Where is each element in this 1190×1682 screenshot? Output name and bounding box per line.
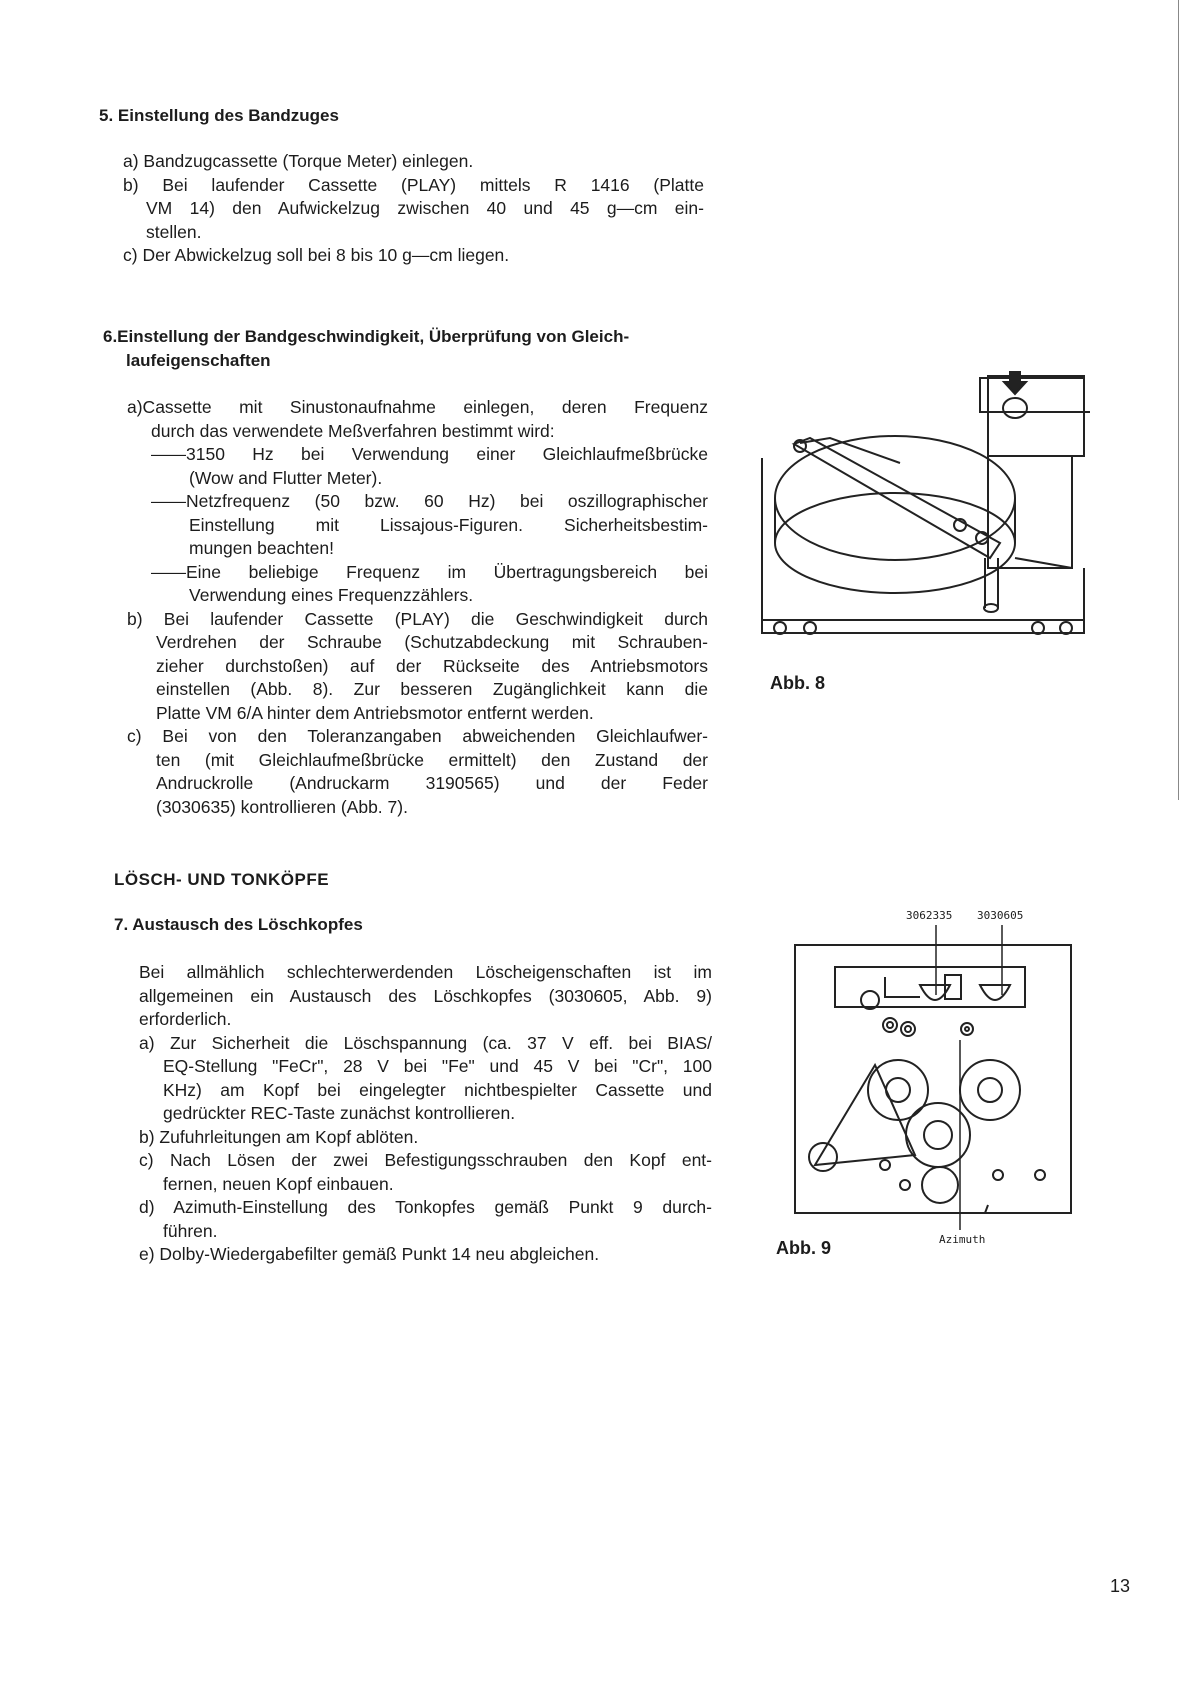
- text-line: KHz) am Kopf bei eingelegter nichtbespielter Cassette und: [163, 1079, 712, 1100]
- text-line: mungen beachten!: [189, 538, 334, 558]
- text-line: e) Dolby-Wiedergabefilter gemäß Punkt 14 neu abgleichen.: [139, 1244, 600, 1264]
- text-line: ten (mit Gleichlaufmeßbrücke ermittelt) den Zustand der: [156, 749, 708, 770]
- text-line: ——3150 Hz bei Verwendung einer Gleichlaufmeßbrücke: [151, 444, 708, 464]
- page-edge-line: [1178, 0, 1179, 800]
- text-line: durch das verwendete Meßverfahren bestimmt wird:: [151, 420, 555, 441]
- text-line: Bei allmählich schlechterwerdenden Löscheigenschaften ist im: [139, 962, 712, 982]
- text-line: a) Zur Sicherheit die Löschspannung (ca. 37 V eff. bei BIAS/: [139, 1032, 712, 1053]
- text-line: ——Netzfrequenz (50 bzw. 60 Hz) bei oszillographischer: [151, 491, 708, 511]
- text-line: c) Bei von den Toleranzangaben abweichenden Gleichlaufwer-: [127, 726, 708, 746]
- text-line: a) Bandzugcassette (Torque Meter) einlegen.: [123, 151, 474, 171]
- section-5-body: [123, 150, 704, 268]
- text-line: Verdrehen der Schraube (Schutzabdeckung mit Schrauben-: [156, 632, 708, 652]
- figure-9-label-right: 3030605: [977, 909, 1024, 922]
- text-line: b) Bei laufender Cassette (PLAY) mittels R 1416 (Platte: [123, 174, 704, 195]
- text-line: b) Bei laufender Cassette (PLAY) die Geschwindigkeit durch: [127, 608, 708, 629]
- section-6-heading: [103, 325, 629, 373]
- text-line: d) Azimuth-Einstellung des Tonkopfes gemäß Punkt 9 durch-: [139, 1197, 712, 1217]
- text-line: Einstellung mit Lissajous-Figuren. Sicherheitsbestim-: [189, 514, 708, 535]
- section-6-heading-line1: 6.Einstellung der Bandgeschwindigkeit, Überprüfung von Gleich-: [103, 327, 630, 346]
- text-line: a)Cassette mit Sinustonaufnahme einlegen, deren Frequenz: [127, 397, 708, 417]
- text-line: einstellen (Abb. 8). Zur besseren Zugänglichkeit kann die: [156, 679, 708, 699]
- figure-8-motor-drawing: [760, 368, 1090, 658]
- text-line: (Wow and Flutter Meter).: [189, 467, 383, 488]
- text-line: zieher durchstoßen) auf der Rückseite des Antriebsmotors: [156, 655, 708, 676]
- text-line: allgemeinen ein Austausch des Löschkopfes (3030605, Abb. 9): [139, 985, 712, 1006]
- text-line: EQ-Stellung "FeCr", 28 V bei "Fe" und 45 V bei "Cr", 100: [163, 1056, 712, 1076]
- text-line: Verwendung eines Frequenzzählers.: [189, 585, 474, 605]
- section-5-heading: 5. Einstellung des Bandzuges: [99, 106, 339, 125]
- page-number: 13: [1110, 1576, 1131, 1596]
- section-heading-loesch-tonkoepfe: LÖSCH- UND TONKÖPFE: [114, 870, 330, 889]
- figure-9-label-left: 3062335: [906, 909, 953, 922]
- text-line: stellen.: [146, 221, 202, 242]
- text-line: (3030635) kontrollieren (Abb. 7).: [156, 796, 408, 817]
- text-line: c) Nach Lösen der zwei Befestigungsschrauben den Kopf ent-: [139, 1150, 712, 1170]
- section-7-body: [139, 961, 712, 1267]
- figure-9-caption: Abb. 9: [776, 1238, 832, 1258]
- text-line: gedrückter REC-Taste zunächst kontrollieren.: [163, 1103, 516, 1123]
- text-line: VM 14) den Aufwickelzug zwischen 40 und 45 g—cm ein-: [146, 198, 704, 218]
- text-line: führen.: [163, 1220, 218, 1241]
- figure-9-head-assembly-drawing: [790, 925, 1080, 1245]
- text-line: fernen, neuen Kopf einbauen.: [163, 1173, 394, 1194]
- section-7-heading: 7. Austausch des Löschkopfes: [114, 915, 363, 934]
- figure-9-label-bottom: Azimuth: [939, 1233, 986, 1246]
- text-line: b) Zufuhrleitungen am Kopf ablöten.: [139, 1126, 419, 1147]
- text-line: ——Eine beliebige Frequenz im Übertragungsbereich bei: [151, 561, 708, 582]
- text-line: c) Der Abwickelzug soll bei 8 bis 10 g—cm liegen.: [123, 245, 510, 265]
- figure-8-caption: Abb. 8: [770, 673, 826, 693]
- section-6-body: [127, 396, 708, 819]
- text-line: Platte VM 6/A hinter dem Antriebsmotor entfernt werden.: [156, 702, 594, 723]
- section-6-heading-line2: laufeigenschaften: [126, 351, 271, 370]
- text-line: erforderlich.: [139, 1009, 232, 1029]
- text-line: Andruckrolle (Andruckarm 3190565) und der Feder: [156, 773, 708, 793]
